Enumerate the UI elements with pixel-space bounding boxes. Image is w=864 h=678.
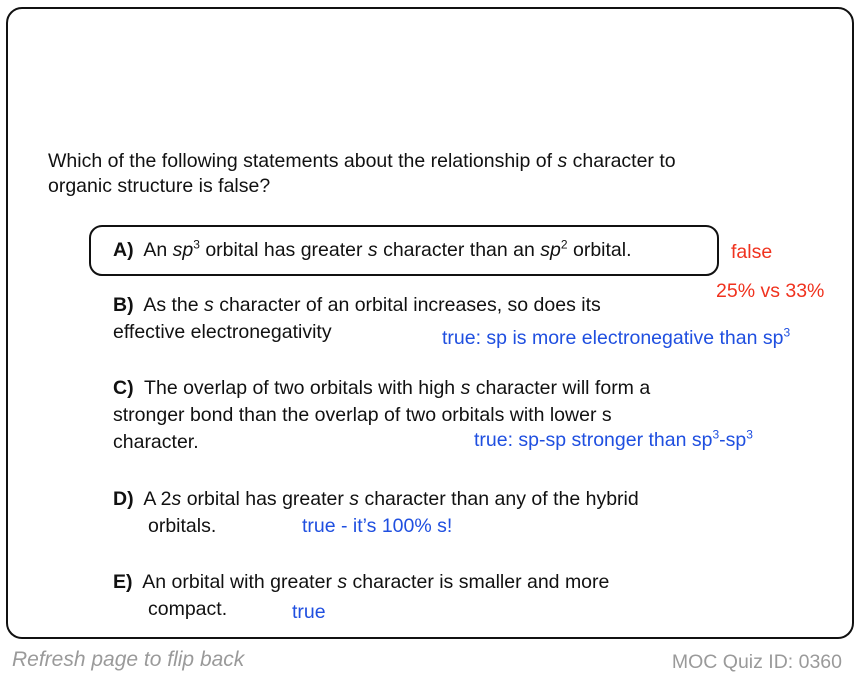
option-d-line-1: D) A 2s orbital has greater s character than any of the hybrid <box>113 488 639 510</box>
option-b-line-1: B) As the s character of an orbital increases, so does its <box>113 294 601 316</box>
option-c-line-2: stronger bond than the overlap of two orbitals with lower s <box>113 404 612 426</box>
option-e-line-1: E) An orbital with greater s character is smaller and more <box>113 571 610 593</box>
question-line-1: Which of the following statements about the relationship of s character to <box>48 150 676 172</box>
quiz-id-label: MOC Quiz ID: 0360 <box>671 651 842 673</box>
option-d-line-2: orbitals. <box>148 515 217 537</box>
option-c-line-3: character. <box>113 431 199 453</box>
option-c-line-1: C) The overlap of two orbitals with high s character will form a <box>113 377 651 399</box>
option-d-annotation: true - it’s 100% s! <box>302 515 453 537</box>
refresh-hint[interactable]: Refresh page to flip back <box>12 648 245 671</box>
option-c-annotation: true: sp-sp stronger than $sp^3-sp^3$ <box>474 427 753 451</box>
question-line-2: organic structure is false? <box>48 175 271 197</box>
option-b-line-2: effective electronegativity <box>113 321 332 343</box>
option-a-percent-note: 25% vs 33% <box>716 280 825 302</box>
option-e-line-2: compact. <box>148 598 228 620</box>
option-e[interactable] <box>113 569 609 623</box>
question-text <box>48 149 676 199</box>
option-e-annotation: true <box>292 601 326 623</box>
option-a-false-label: false <box>731 241 773 263</box>
option-b-annotation: true: sp is more electronegative than $sp^3$ <box>442 325 791 349</box>
option-a[interactable]: A) An $sp^3$ orbital has greater s character than an $sp^2$ orbital. <box>113 237 632 261</box>
